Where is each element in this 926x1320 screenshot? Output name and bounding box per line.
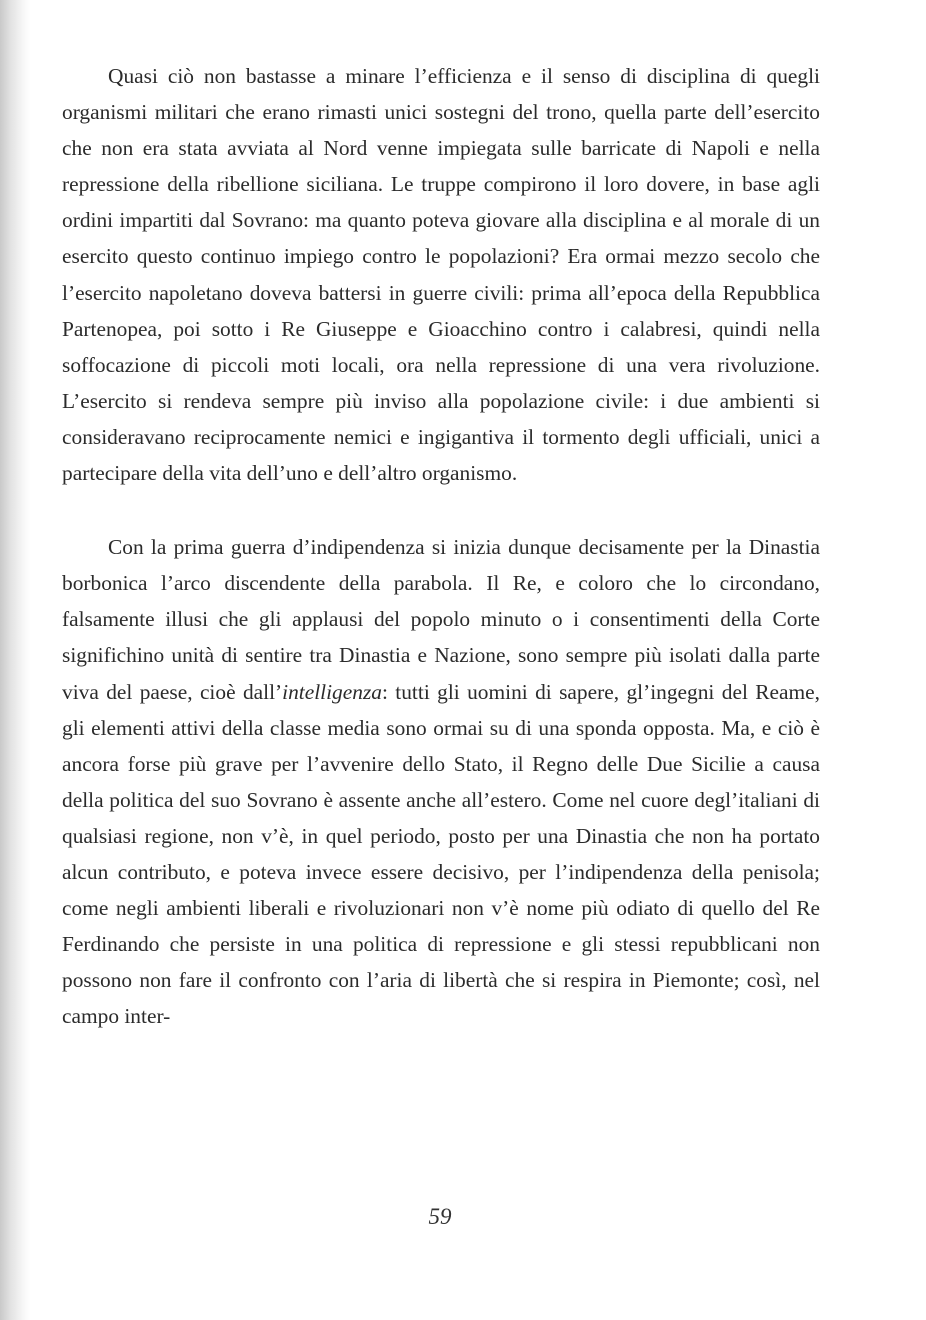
paragraph-1 [62, 58, 820, 491]
paragraph-2 [62, 529, 820, 1034]
paragraph-2-text-b: : tutti gli uomini di sapere, gl’ingegni del Reame, gli elementi attivi della classe media sono ormai su di una sponda opposta. Ma, e ciò è ancora forse più grave per l’avvenire dello Stato, il Regno delle Due Sicilie a causa della politica del suo Sovrano è assente anche all’estero. Come nel cuore degl’italiani di qualsiasi regione, non v’è, in quel periodo, posto per una Dinastia che non ha portato alcun contributo, e poteva invece essere decisivo, per l’indipendenza della penisola; come negli ambienti liberali e rivoluzionari non v’è nome più odiato di quello del Re Ferdinando che persiste in una politica di repressione e gli stessi repubblicani non possono non fare il confronto con l’aria di libertà che si respira in Piemonte; così, nel campo inter- [62, 679, 820, 1029]
body-text [62, 58, 820, 1034]
paragraph-1-text: Quasi ciò non bastasse a minare l’efficienza e il senso di disciplina di quegli organismi militari che erano rimasti unici sostegni del trono, quella parte dell’esercito che non era stata avviata al Nord venne impiegata sulle barricate di Napoli e nella repressione della ribellione siciliana. Le truppe compirono il loro dovere, in base agli ordini impartiti dal Sovrano: ma quanto poteva giovare alla disciplina e al morale di un esercito questo continuo impiego contro le popolazioni? Era ormai mezzo secolo che l’esercito napoletano doveva battersi in guerre civili: prima all’epoca della Repubblica Partenopea, poi sotto i Re Giuseppe e Gioacchino contro i calabresi, quindi nella soffocazione di piccoli moti locali, ora nella repressione di una vera rivoluzione. L’esercito si rendeva sempre più inviso alla popolazione civile: i due ambienti si consideravano reciprocamente nemici e ingigantiva il tormento degli ufficiali, unici a partecipare della vita dell’uno e dell’altro organismo. [62, 64, 820, 486]
page-gutter-shadow [0, 0, 30, 1320]
paragraph-2-italic-term: intelligenza [282, 679, 382, 704]
page-number: 59 [428, 1204, 452, 1229]
paragraph-2-text-a: Con la prima guerra d’indipendenza si inizia dunque decisamente per la Dinastia borbonica l’arco discendente della parabola. Il Re, e coloro che lo circondano, falsamente illusi che gli applausi del popolo minuto o i consentimenti della Corte significhino unità di sentire tra Dinastia e Nazione, sono sempre più isolati dalla parte viva del paese, cioè dall’ [62, 535, 820, 704]
